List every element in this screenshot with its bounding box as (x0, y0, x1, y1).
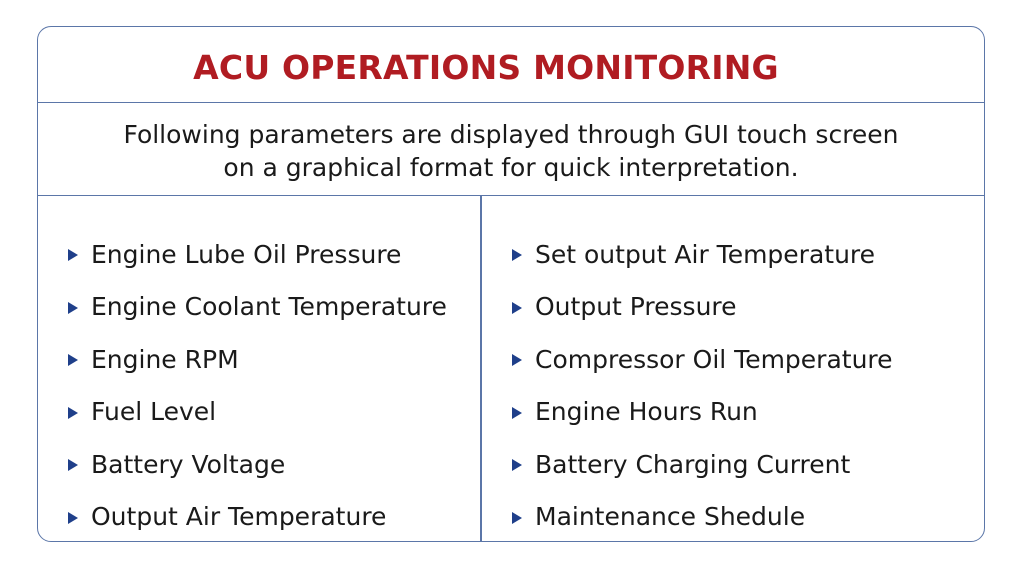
description-row (38, 103, 984, 196)
triangle-right-icon (68, 459, 78, 471)
list-item-label: Output Air Temperature (91, 502, 387, 532)
list-item (512, 491, 893, 543)
triangle-right-icon (512, 407, 522, 419)
title-row (38, 27, 984, 103)
triangle-right-icon (68, 249, 78, 261)
list-item (512, 228, 893, 281)
list-item-label: Set output Air Temperature (535, 239, 876, 269)
triangle-right-icon (512, 459, 522, 471)
list-item-label: Compressor Oil Temperature (535, 344, 893, 374)
left-parameter-list (68, 228, 447, 542)
list-item (68, 491, 447, 543)
list-item-label: Output Pressure (535, 292, 737, 322)
list-item (512, 333, 893, 386)
list-item (68, 228, 447, 281)
right-parameter-list (512, 228, 893, 542)
triangle-right-icon (68, 407, 78, 419)
triangle-right-icon (512, 249, 522, 261)
description (38, 118, 984, 184)
list-item-label: Maintenance Shedule (535, 502, 806, 532)
list-item-label: Engine Coolant Temperature (91, 292, 447, 322)
list-item-label: Engine RPM (91, 344, 239, 374)
list-item (68, 386, 447, 439)
list-item (512, 438, 893, 491)
list-item (68, 281, 447, 334)
list-item (68, 438, 447, 491)
triangle-right-icon (68, 512, 78, 524)
list-item (512, 281, 893, 334)
list-item (68, 333, 447, 386)
triangle-right-icon (512, 302, 522, 314)
description-line-1: Following parameters are displayed through GUI touch screen (123, 120, 899, 149)
triangle-right-icon (512, 354, 522, 366)
description-line-2: on a graphical format for quick interpretation. (223, 153, 799, 182)
list-item-label: Battery Voltage (91, 449, 286, 479)
triangle-right-icon (68, 354, 78, 366)
list-item-label: Fuel Level (91, 397, 217, 427)
page-title: ACU OPERATIONS MONITORING (193, 48, 779, 87)
triangle-right-icon (512, 512, 522, 524)
list-item-label: Battery Charging Current (535, 449, 851, 479)
list-item-label: Engine Hours Run (535, 397, 758, 427)
column-divider (480, 196, 482, 542)
list-item (512, 386, 893, 439)
triangle-right-icon (68, 302, 78, 314)
parameter-columns (38, 196, 984, 542)
info-card (37, 26, 985, 542)
list-item-label: Engine Lube Oil Pressure (91, 239, 402, 269)
